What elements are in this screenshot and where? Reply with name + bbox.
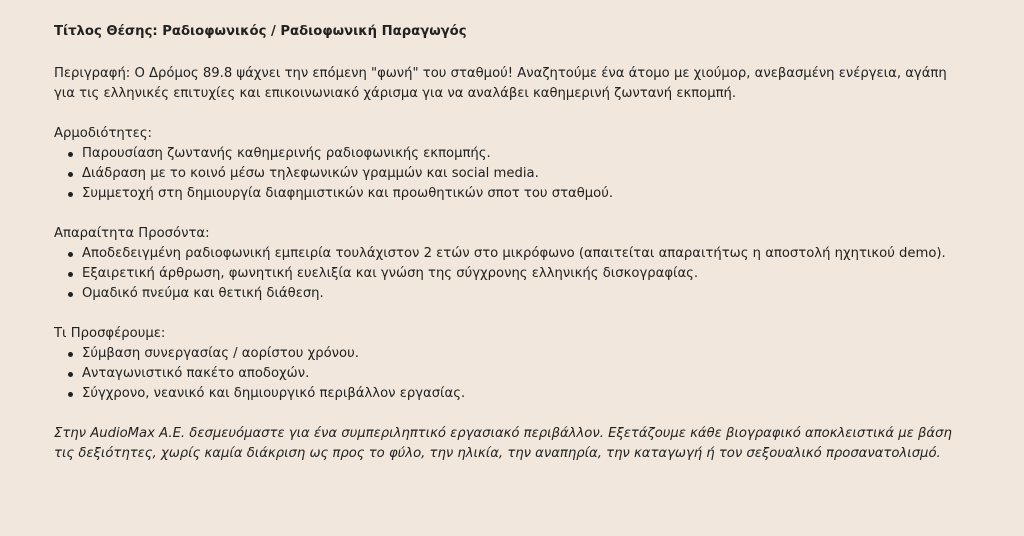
offers-heading: Τι Προσφέρουμε: (54, 326, 166, 341)
requirements-list (54, 244, 970, 304)
list-item: Ανταγωνιστικό πακέτο αποδοχών. (68, 364, 970, 384)
responsibilities-list (54, 144, 970, 204)
responsibilities-section (54, 124, 970, 204)
responsibilities-heading: Αρμοδιότητες: (54, 126, 152, 141)
diversity-statement: Στην AudioMax A.E. δεσμευόμαστε για ένα συμπεριληπτικό εργασιακό περιβάλλον. Εξετάζουμε κάθε βιογραφικό αποκλειστικά με βάση τις δεξιότητες, χωρίς καμία διάκριση ως προς το φύλο, την ηλικία, την αναπηρία, την καταγωγή ή τον σεξουαλικό προσανατολισμό. (54, 426, 952, 461)
list-item: Συμμετοχή στη δημιουργία διαφημιστικών και προωθητικών σποτ του σταθμού. (68, 184, 970, 204)
list-item: Ομαδικό πνεύμα και θετική διάθεση. (68, 284, 970, 304)
list-item: Σύγχρονο, νεανικό και δημιουργικό περιβάλλον εργασίας. (68, 384, 970, 404)
requirements-heading: Απαραίτητα Προσόντα: (54, 226, 210, 241)
list-item: Αποδεδειγμένη ραδιοφωνική εμπειρία τουλάχιστον 2 ετών στο μικρόφωνο (απαιτείται απαραιτήτως η αποστολή ηχητικού demo). (68, 244, 970, 264)
job-description: Περιγραφή: Ο Δρόμος 89.8 ψάχνει την επόμενη "φωνή" του σταθμού! Αναζητούμε ένα άτομο με χιούμορ, ανεβασμένη ενέργεια, αγάπη για τις ελληνικές επιτυχίες και επικοινωνιακό χάρισμα για να αναλάβει καθημερινή ζωντανή εκπομπή. (54, 66, 947, 101)
list-item: Παρουσίαση ζωντανής καθημερινής ραδιοφωνικής εκπομπής. (68, 144, 970, 164)
list-item: Σύμβαση συνεργασίας / αορίστου χρόνου. (68, 344, 970, 364)
offers-section (54, 324, 970, 404)
job-title: Τίτλος Θέσης: Ραδιοφωνικός / Ραδιοφωνική Παραγωγός (54, 24, 467, 39)
requirements-section (54, 224, 970, 304)
list-item: Εξαιρετική άρθρωση, φωνητική ευελιξία και γνώση της σύγχρονης ελληνικής δισκογραφίας. (68, 264, 970, 284)
offers-list (54, 344, 970, 404)
list-item: Διάδραση με το κοινό μέσω τηλεφωνικών γραμμών και social media. (68, 164, 970, 184)
